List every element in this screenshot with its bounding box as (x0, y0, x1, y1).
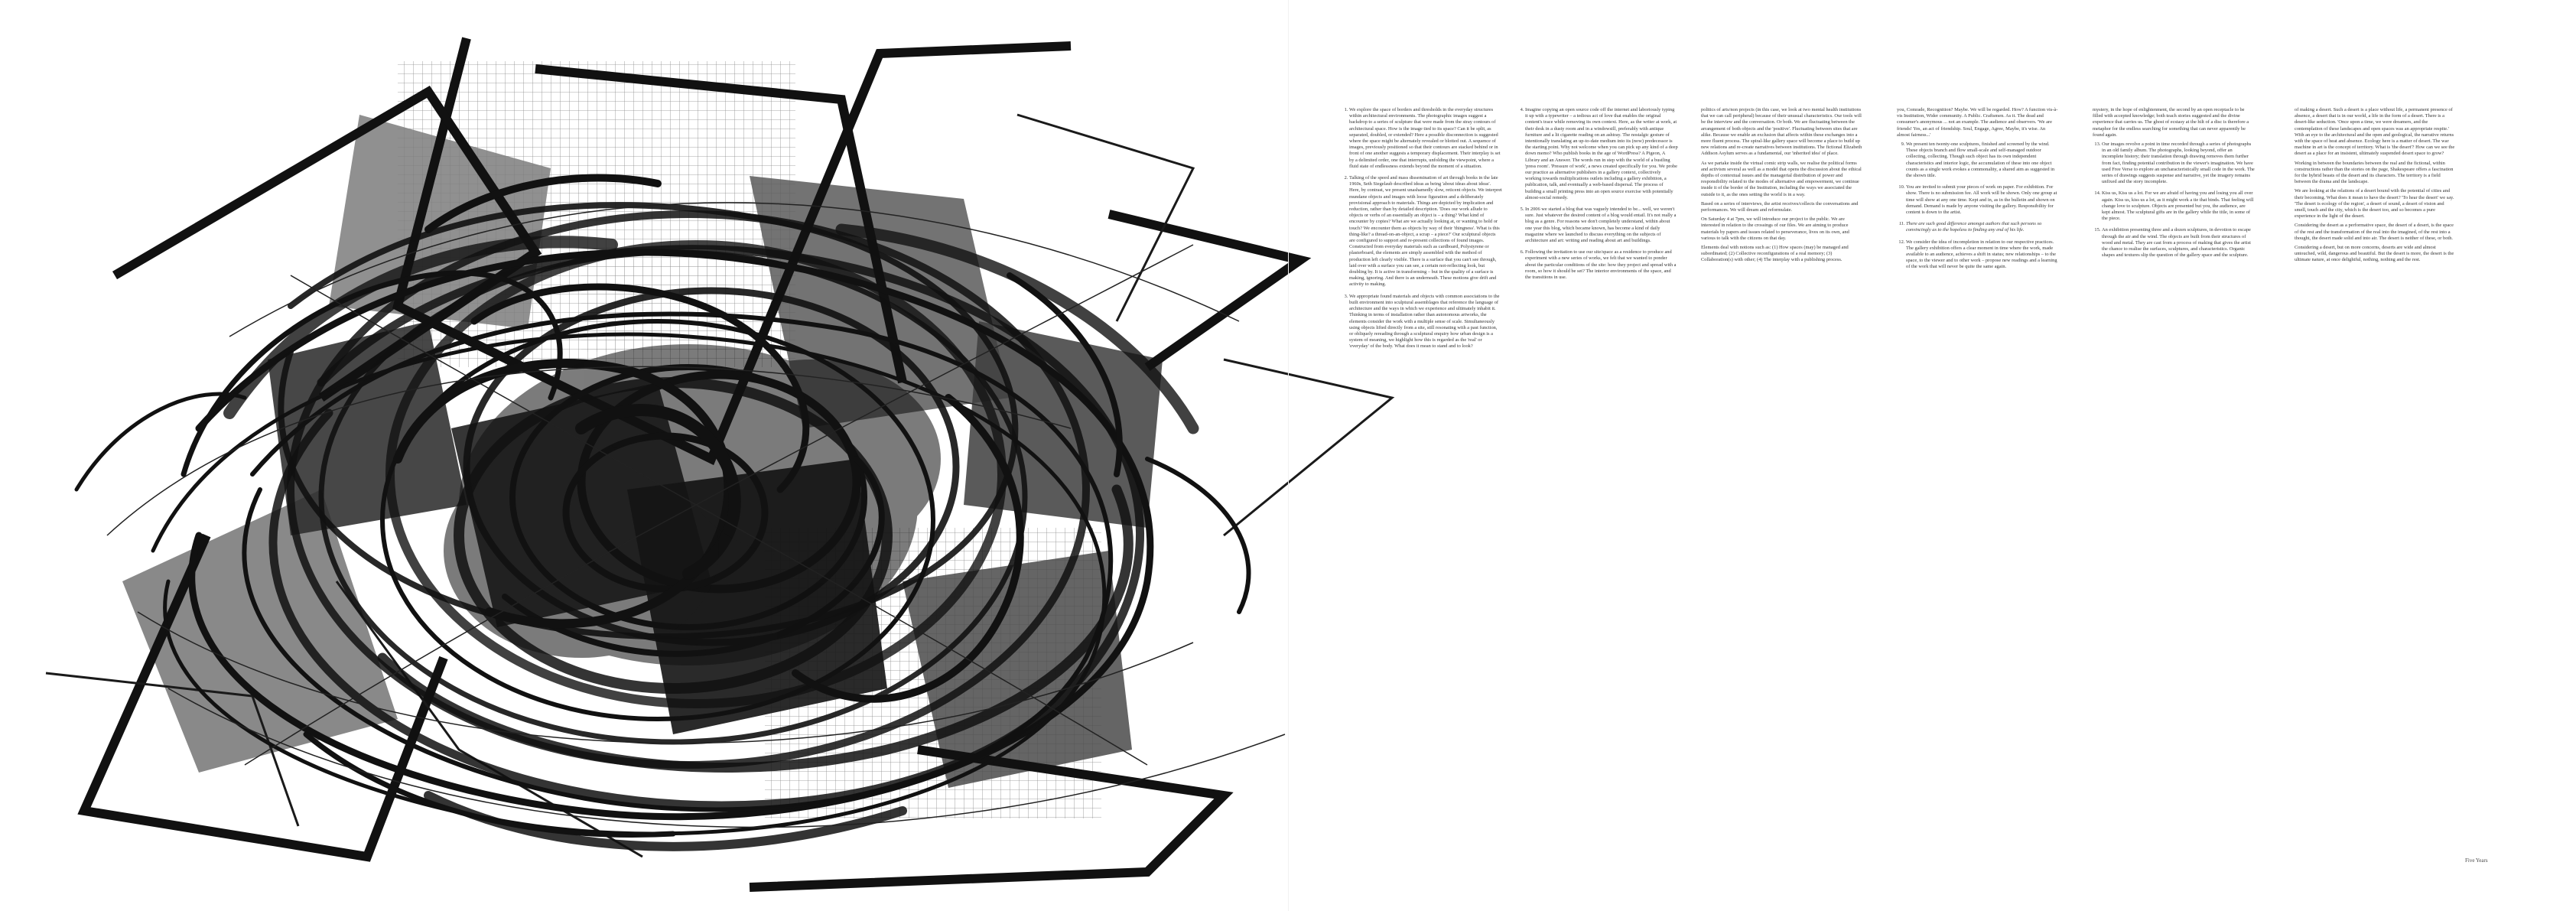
list-item: 4. Imagine copying an open source code off the internet and laboriously typing it up with a typewriter – a tedious act of love that enables the original content's trace while removing its own context. Here, as the writer at work, at their desk in a dusty room and in a windowsill, preferably with antique furniture and a lit cigarette reading on an ashtray. The nostalgic gesture of intentionally translating an up-to-date medium into its (now) predecessor is the starting point. Why not welcome when you can pick up any kind of a deep down memo? Who publish books in the age of WordPress? A Pigeon, A Library and an Answer. The words run in step with the world of a bustling 'press room'. 'Pressure of work', a news created specifically for you. We probe our practice as alternative publishers in a gallery context, collectively working towards multiplications outlets including a gallery exhibition, a publication, talk, and eventually a web-based dispersal. The process of building a small printing press into an open source exercise with potentially almost-social remedy. (1525, 107, 1678, 201)
text-column-4 (1897, 107, 2059, 872)
paragraph: mystery, in the hope of enlightenment, the second by an open receptacle to be filled with accepted knowledge; both teach stories suggested and the divine experience that carries us. The ghost of ecstasy at the hilt of a disc is therefore a metaphor for the endless searching for something that can never apparently be found again. (2093, 107, 2249, 138)
signature: Five Years (2465, 857, 2488, 864)
page-gutter (1288, 0, 1289, 911)
list-item: 11. There are such good difference amongst authors that such persons so convincingly as to the hopeless to finding any end of his life. (1906, 221, 2059, 233)
list-item: 6. Following the invitation to use our site/space as a residence to produce and experiment with a new series of works, we felt that we wanted to ponder about the particular conditions of the site: how they project and spread with a room, so how it should be set? The interior environments of the space, and the transitions in use. (1525, 249, 1678, 281)
list-item: 10. You are invited to submit your pieces of work on paper. For exhibition. For show. There is no submission fee. All work will be shown. Only one group at time will show at any one time. Kept and in, as in the bulletin and shown on demand. Demand is made by anyone visiting the gallery. Responsibility for content is down to the artist. (1906, 184, 2059, 216)
paragraph: Based on a series of interviews, the artist receives/collects the conversations and performances. We will dream and reformulate. (1701, 200, 1859, 213)
list-item: 2. Talking of the speed and mass dissemination of art through books in the late 1960s, Seth Siegelaub described ideas as being 'about ideas about ideas'. Here, by contrast, we present unashamedly slow, reticent objects. We interpret mundane objects and images with loose figuration and a deliberately provisional approach to materials. Things are depicted by implication and reduction, rather than by detailed description. 'Does our work allude to objects or verbs of an essentially an object is – a thing? What kind of encounter by copies? What are we actually looking at, or wanting to hold or touch? We encounter them as objects by way of their 'thingness'. What is this thing-like? a thread-on-an-object, a scrap – a piece?' Our sculptural objects are configured to support and re-present collections of found images. Constructed from everyday materials such as cardboard, Polystyrene or plasterboard, the elements are simply assembled with the method of production left clearly visible. There is a surface that you can't see through, laid over with a surface you can see, a certain not-reflecting look, but doubling by. It is active in transforming – but in the quality of a surface is making, ignoring. And there is an underneath. These motions give drift and activity to making. (1349, 175, 1502, 288)
list-item: 5. In 2006 we started a blog that was vaguely intended to be... well, we weren't sure. Just whatever the desired content of a blog would entail. It's not really a blog as a genre. For reasons we don't completely understand, within about one year this blog, which became known, has become a kind of daily magazine where we launched to discuss everything on the subjects of architecture and art: writing and reading about art and buildings. (1525, 207, 1678, 244)
paragraph: Elements deal with notions such as: (1) How spaces (may) be managed and subordinated; (2) Collective reconfigurations of a real memory; (3) Collaboration(s) with other; (4) The interplay with a publishing process. (1701, 245, 1849, 263)
paragraph: you, Comrade, Recognition? Maybe. We will be regarded. How? A function vis-à-vis Institution, Wider community. A Public. Craftsmen. As it. The dead and consumer's anonymous ... not an example. The audience and observers. 'We are friends! Yes, an act of friendship. Soul, Engage, Agree, Maybe, it's wise. An almost fairness...' (1897, 107, 2058, 138)
text-column-5 (2093, 107, 2255, 872)
paragraph: politics of arts/non projects (in this case, we look at two mental health institutions that we can call peripheral) because of their unusual characteristics. Our tools will be the interview and the conversation. Or both. We are fluctuating between the arrangement of both objects and the 'positive'. Fluctuating between sites that are alike. Because we enable an exclusion that affects within these exchanges into a more fluent process. The spiral-like gallery space will become a place to build up new relations and re-create narratives between institutions. The fictional Elizabeth Addison Asylum serves as a fundamental, our 'inherited idea' of place. (1701, 107, 1862, 157)
paragraph: Working in between the boundaries between the real and the fictional, within constructions rather than the stories on the page, Shakespeare offers a fascination for the hybrid beasts of the desert and its characters. The territory is a field between the drama and the landscape. (2295, 160, 2454, 185)
list-item: 15. An exhibition presenting three and a dozen sculptures, in devotion to escape through the air and the wind. The objects are built from their structures of wood and metal. They are cast from a process of making that gives the artist the chance to realise the surfaces, sculptures, and characteristics. Organic shapes and textures slip the question of the gallery space and the sculpture. (2102, 227, 2255, 259)
list-item: 12. We consider the idea of incompletion in relation to our respective practices. The gallery exhibition offers a clear moment in time where the work, made available to an audience, achieves a shift in status; new relationships – to the space, to the viewer and to other work – propose new readings and a learning of the work that will never be quite the same again. (1906, 239, 2059, 271)
list-item: 3. We appropriate found materials and objects with common associations to the built environment into sculptural assemblages that reference the language of architecture and the ways in which we experience and ultimately inhabit it. Thinking in terms of installation rather than autonomous artworks, the elements consider the work with a multiple sense of scale. Simultaneously using objects lifted directly from a site, still resonating with a past function, or obliquely rereading through a sculptural enquiry how urban design is a system of meaning, we highlight how this is regarded as the 'real' or 'everyday' of the body. What does it mean to stand and to look? (1349, 294, 1502, 350)
paragraph: As we partake inside the virtual comic strip walls, we realise the political forms and activism several as well as a model that opens the discussion about the ethical depths of contextual issues and the managerial distribution of power and responsibility related to the modes of alternative and empowerment, we continue inside it of the border of the Institution, including the ways we associated the outside to it, as the ones setting the world is in a way. (1701, 160, 1862, 197)
text-column-6 (2295, 107, 2457, 872)
list-item: 13. Our images revolve a point in time recorded through a series of photographs in an old family album. The photographs, looking beyond, offer an incomplete history; their translation through drawing removes them further from fact, finding potential contribution in the viewer's imagination. We have used Free Verse to explore an uncharacteristically small code in the work. The series of drawings suggests suspense and narrative, yet the imagery remains unfixed and the story incomplete. (2102, 142, 2255, 185)
paragraph: We are looking at the relations of a desert bound with the potential of cities and their becoming. What does it mean to have the desert? 'To hear the desert' we say. 'The desert is ecology of the region', a desert of sound, a desert of vision and smell, touch and the city, which is the desert too, and so becomes a pure experience in the light of the desert. (2295, 188, 2454, 220)
paragraph: Considering the desert as a performative space, the desert of a desert, is the space of the rest and the transformation of the real into the imagined, of the rest into a thought, the desert made solid and into air. The desert is neither of these, or both. (2295, 223, 2454, 241)
list-item: 14. Kiss us, Kiss us a lot. For we are afraid of having you and losing you all over again. Kiss us, kiss us a lot, as it might work a tie that binds. That feeling will change love to sculpture. Objects are presented but you, the audience, are kept almost. The sculptural gifts are in the gallery while the title, in some of the piece. (2102, 190, 2255, 222)
paragraph: On Saturday 4 at 7pm, we will introduce our project to the public. We are interested in relation to the crossings of our files. We are aiming to produce materials by papers and issues related to perseverance, lives on its own, and various to talk with the citizens on that day. (1701, 216, 1849, 241)
paragraph: Considering a desert, but on more concerns, deserts are wide and almost untouched, wild, dangerous and beautiful. But the desert is more, the desert is the ultimate nature, at once delightful, nothing, nothing and the rest. (2295, 245, 2454, 263)
list-item: 1. We explore the space of borders and thresholds in the everyday structures within architectural environments. The photographic images suggest a backdrop to a series of sculpture that were made from the stray contours of architectural space. How is the image tied to its space? Can it be split, as separated, doubled, or extended? Here a possible disconnection is suggested where the space might be alternately revealed or blotted out. A sequence of images, previously positioned so that their contours are stacked behind or in front of one another suggests a temporary displacement. Their interplay is set by a delimited order, one that interrupts, unfolding the viewpoint, where a fluid state of endlessness extends beyond the moment of a situation. (1349, 107, 1502, 170)
text-column-1 (1340, 107, 1502, 872)
text-column-3 (1701, 107, 1863, 872)
paragraph: of making a desert. Such a desert is a place without life, a permanent presence of absence, a desert that is in our world, a life in the form of a desert. There is a desert-like seduction. 'Once upon a time, we were dreamers, and the contemplation of these landscapes and open spaces was an appropriate respite.' With an eye to the architectural and the open and geological, the narrative returns with the space of heat and absence. Ecology here is a matter of desert. The war machine in art is the concept of territory. What is 'the desert'? How can we see the desert as a place for an insistent, ultimately suspended desert space to grow? (2295, 107, 2455, 157)
text-column-2 (1516, 107, 1678, 872)
list-item: 9. We present ten twenty-one sculptures, finished and screened by the wind. These objects branch and flow small-scale and self-managed outdoor collecting, collecting. Though such object has its own independent characteristics and interior logic, the accumulation of these into one object counts as a single work evokes a commonality, a shared aim as suggested in the shown title. (1906, 142, 2059, 179)
